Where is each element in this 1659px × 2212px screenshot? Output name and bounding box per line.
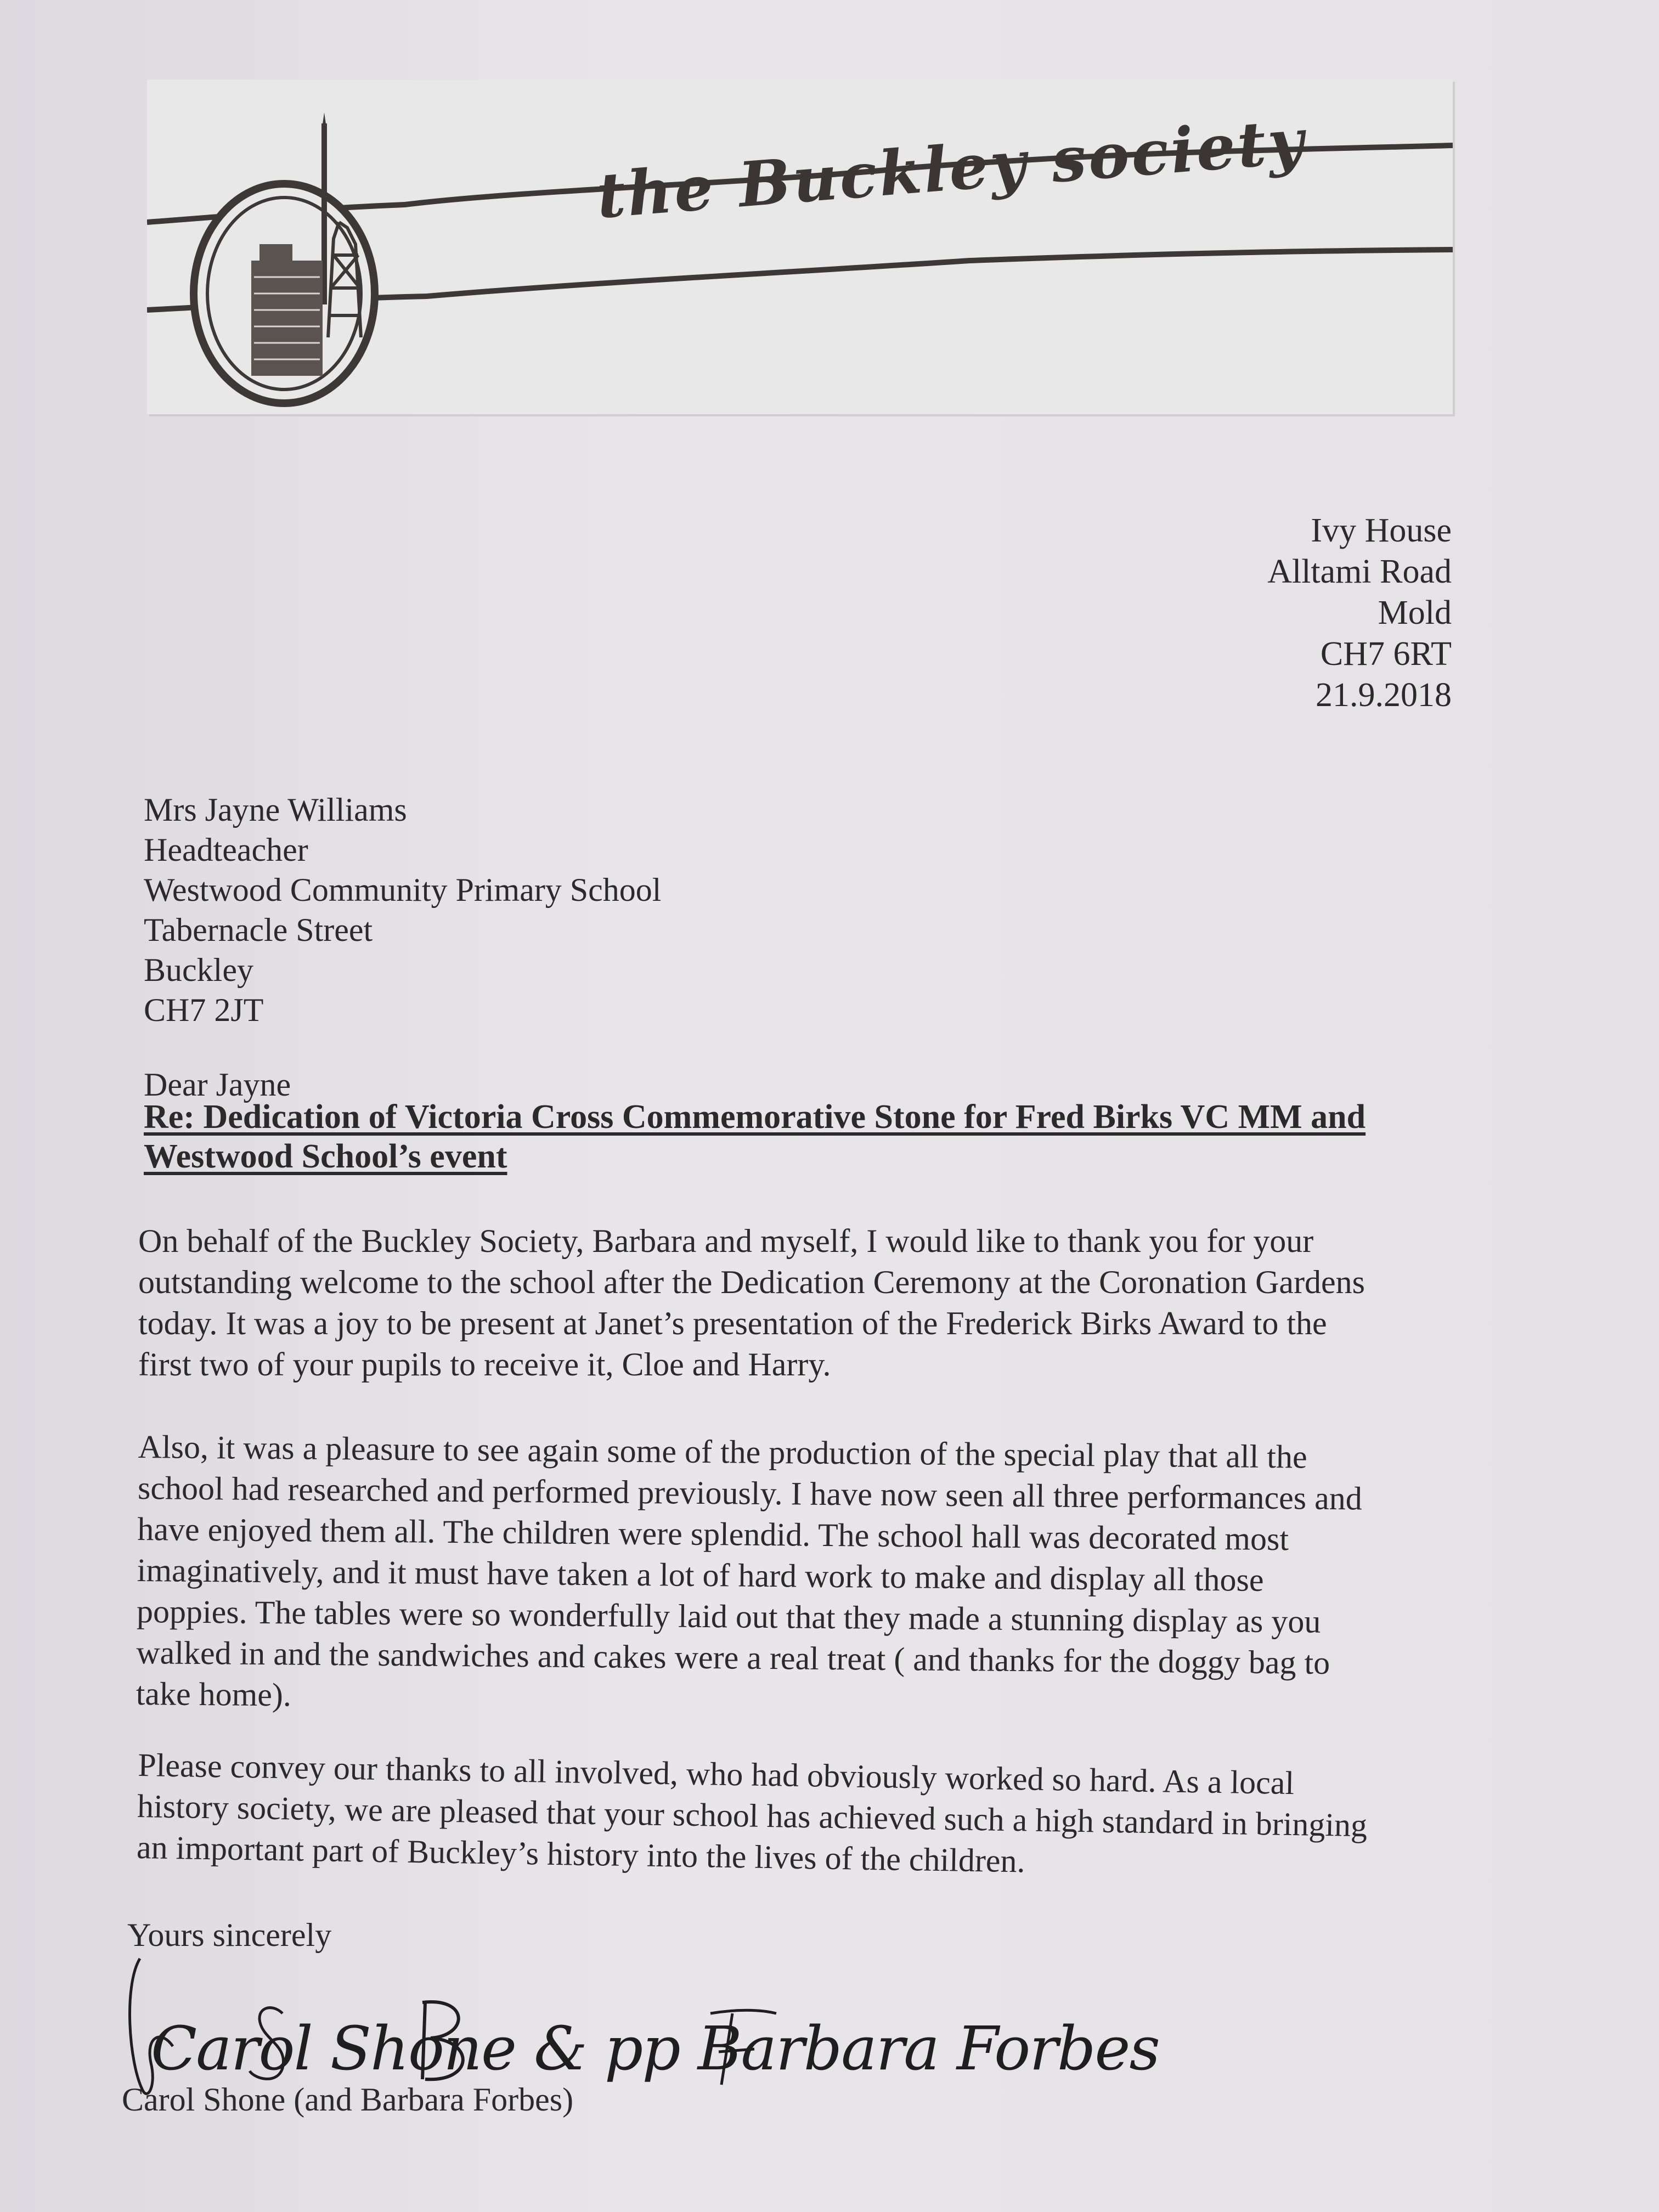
paragraph-line: take home). xyxy=(136,1675,292,1713)
paragraph-line: have enjoyed them all. The children were splendid. The school hall was decorated most xyxy=(137,1510,1289,1558)
sender-address-line: Ivy House xyxy=(1311,512,1452,549)
salutation: Dear Jayne xyxy=(144,1066,291,1103)
paragraph-line: On behalf of the Buckley Society, Barbara and myself, I would like to thank you for your xyxy=(138,1223,1314,1259)
body-paragraph-3 xyxy=(136,1745,1368,1887)
signature-text: Carol Shone & pp Barbara Forbes xyxy=(151,2013,1159,2084)
recipient-address-line: Tabernacle Street xyxy=(144,912,373,948)
subject-line xyxy=(144,1097,1365,1176)
paragraph-line: today. It was a joy to be present at Janet’s presentation of the Frederick Birks Award to the xyxy=(138,1305,1327,1341)
paragraph-line: walked in and the sandwiches and cakes were a real treat ( and thanks for the doggy bag to xyxy=(136,1634,1330,1681)
body-paragraph-2 xyxy=(136,1426,1362,1725)
closing: Yours sincerely xyxy=(127,1917,332,1953)
letter-date: 21.9.2018 xyxy=(1316,676,1452,714)
paragraph-line: first two of your pupils to receive it, Cloe and Harry. xyxy=(138,1346,831,1383)
recipient-address-line: Westwood Community Primary School xyxy=(144,872,662,908)
body-paragraph-1 xyxy=(138,1221,1365,1385)
paragraph-line: an important part of Buckley’s history into the lives of the children. xyxy=(136,1829,1026,1880)
sender-address-line: CH7 6RT xyxy=(1320,635,1452,673)
letterhead xyxy=(147,80,1453,414)
organization-name: the Buckley society xyxy=(594,105,1308,233)
subject-line-2: Westwood School’s event xyxy=(144,1138,507,1175)
paragraph-line: school had researched and performed previously. I have now seen all three performances and xyxy=(137,1469,1363,1517)
sender-address-line: Mold xyxy=(1378,594,1452,631)
paragraph-line: outstanding welcome to the school after the Dedication Ceremony at the Coronation Gardens xyxy=(138,1264,1365,1300)
signatory-name: Carol Shone (and Barbara Forbes) xyxy=(122,2081,574,2118)
paragraph-line: Also, it was a pleasure to see again some of the production of the special play that all the xyxy=(138,1428,1307,1475)
recipient-address-line: CH7 2JT xyxy=(144,992,264,1028)
subject-line-1: Re: Dedication of Victoria Cross Commemorative Stone for Fred Birks VC MM and xyxy=(144,1098,1366,1136)
recipient-address xyxy=(144,790,661,1030)
paragraph-line: history society, we are pleased that your school has achieved such a high standard in bringing xyxy=(137,1787,1368,1844)
recipient-address-line: Buckley xyxy=(144,952,253,988)
paragraph-line: poppies. The tables were so wonderfully laid out that they made a stunning display as you xyxy=(136,1593,1321,1640)
sender-address xyxy=(1267,510,1452,716)
paragraph-line: imaginatively, and it must have taken a lot of hard work to make and display all those xyxy=(137,1551,1264,1598)
recipient-address-line: Mrs Jayne Williams xyxy=(144,792,407,828)
sender-address-line: Alltami Road xyxy=(1267,553,1452,590)
paragraph-line: Please convey our thanks to all involved, who had obviously worked so hard. As a local xyxy=(137,1746,1295,1802)
recipient-address-line: Headteacher xyxy=(144,832,308,868)
